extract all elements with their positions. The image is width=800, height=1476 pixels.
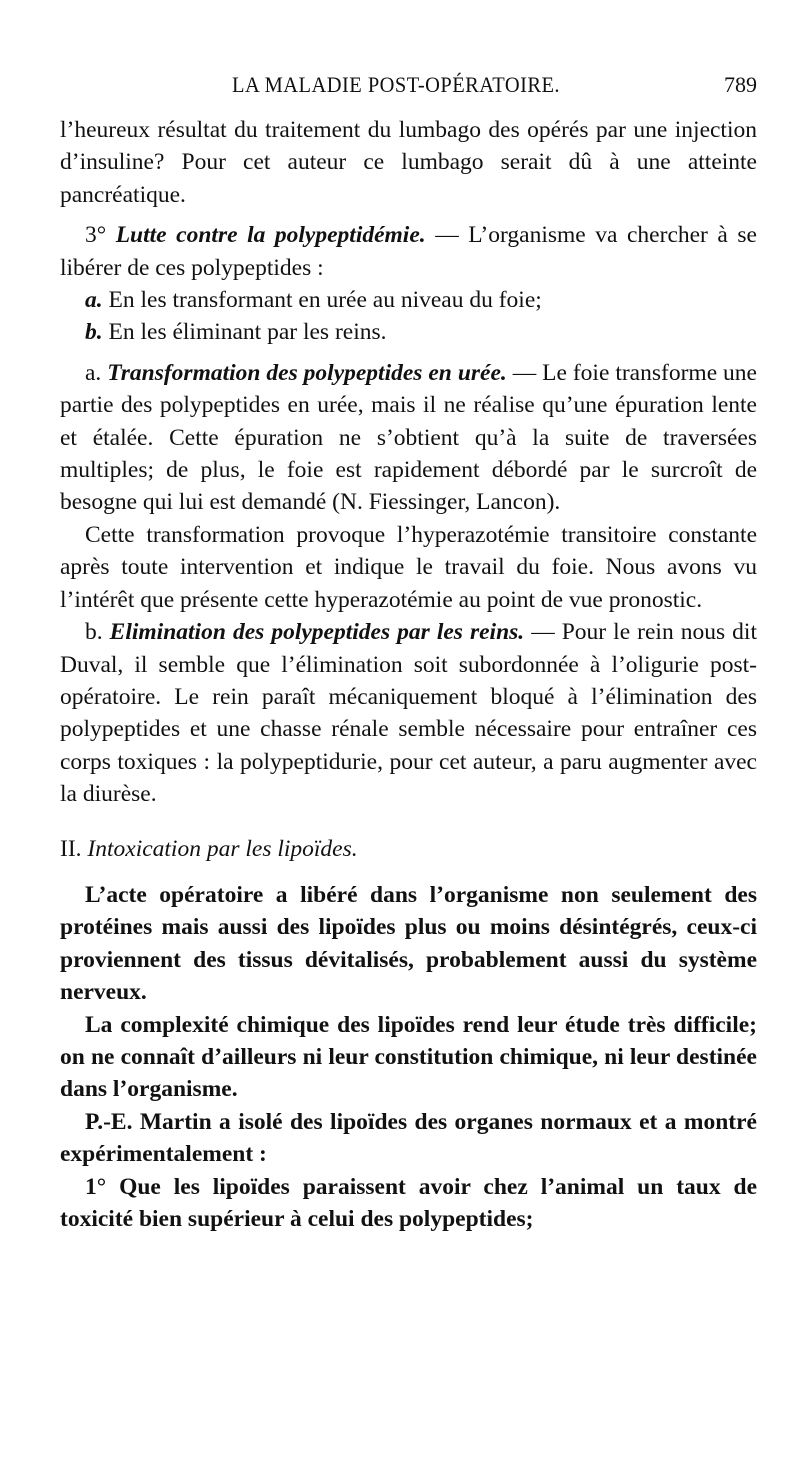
paragraph: l’heureux résultat du traitement du lumbago des opérés par une injection d’insuline? Pour cet auteur ce lumbago serait dû à une atteinte pancréatique. <box>60 117 757 208</box>
section-text: — Pour le rein nous dit Duval, il semble que l’élimination soit subordonnée à l’oligurie post-opératoire. Le rein paraît mécaniquement bloqué à l’élimination des polypeptides et une chasse rénale semble nécessaire pour entraîner ces corps toxiques : la polypeptidurie, pour cet auteur, a paru augmenter avec la diurèse. <box>60 619 757 808</box>
section-3-paragraph <box>60 219 757 284</box>
section-heading <box>60 833 757 865</box>
section-title: Elimination des polypeptides par les reins. <box>109 619 525 646</box>
section-a-paragraph <box>60 357 757 519</box>
list-text: En les éliminant par les reins. <box>102 319 387 346</box>
page-number: 789 <box>724 72 757 97</box>
running-title: LA MALADIE POST-OPÉRATOIRE. <box>232 72 561 97</box>
section-text: — L’organisme va chercher à se libérer de ces polypeptides : <box>60 222 757 281</box>
section-b-paragraph <box>60 616 757 810</box>
paragraph: Cette transformation provoque l’hyperazotémie transitoire constante après toute intervention et indique le travail du foie. Nous avons vu l’intérêt que présente cette hyperazotémie au point de vue pronostic. <box>60 521 757 613</box>
paragraph: P.-E. Martin a isolé des lipoïdes des organes normaux et a montré expérimentalement : <box>60 1108 757 1168</box>
section-text: — Le foie transforme une partie des polypeptides en urée, mais il ne réalise qu’une épuration lente et étalée. Cette épuration ne s’obtient qu’à la suite de traversées multiples; de plus, le foie est rapidement débordé par le surcroît de besogne qui lui est demandé (N. Fiessinger, Lancon). <box>60 359 757 516</box>
list-item <box>60 284 757 316</box>
section-label: b. <box>85 619 110 646</box>
item-number: 1° <box>85 1173 120 1200</box>
section-number: 3° <box>85 222 116 249</box>
section-label: a. <box>85 359 108 386</box>
heading-number: II. <box>60 835 88 862</box>
section-title: Lutte contre la polypeptidémie. <box>115 222 426 249</box>
section-title: Transformation des polypeptides en urée. <box>107 359 507 386</box>
heading-title: Intoxication par les lipoïdes. <box>87 835 358 862</box>
page-header <box>60 72 760 102</box>
numbered-paragraph <box>60 1171 757 1236</box>
page-body <box>60 114 757 1235</box>
list-text: En les transformant en urée au niveau du foie; <box>102 287 542 314</box>
list-letter: a. <box>85 287 103 314</box>
paragraph: L’acte opératoire a libéré dans l’organisme non seulement des protéines mais aussi des lipoïdes plus ou moins désintégrés, ceux-ci proviennent des tissus dévitalisés, probablement aussi du système nerveux. <box>60 881 757 1006</box>
list-letter: b. <box>85 319 103 346</box>
paragraph: La complexité chimique des lipoïdes rend leur étude très difficile; on ne connaît d’ailleurs ni leur constitution chimique, ni leur destinée dans l’organisme. <box>60 1011 757 1103</box>
item-text: Que les lipoïdes paraissent avoir chez l’animal un taux de toxicité bien supérieur à celui des polypeptides; <box>60 1173 757 1232</box>
list-item <box>60 316 757 348</box>
